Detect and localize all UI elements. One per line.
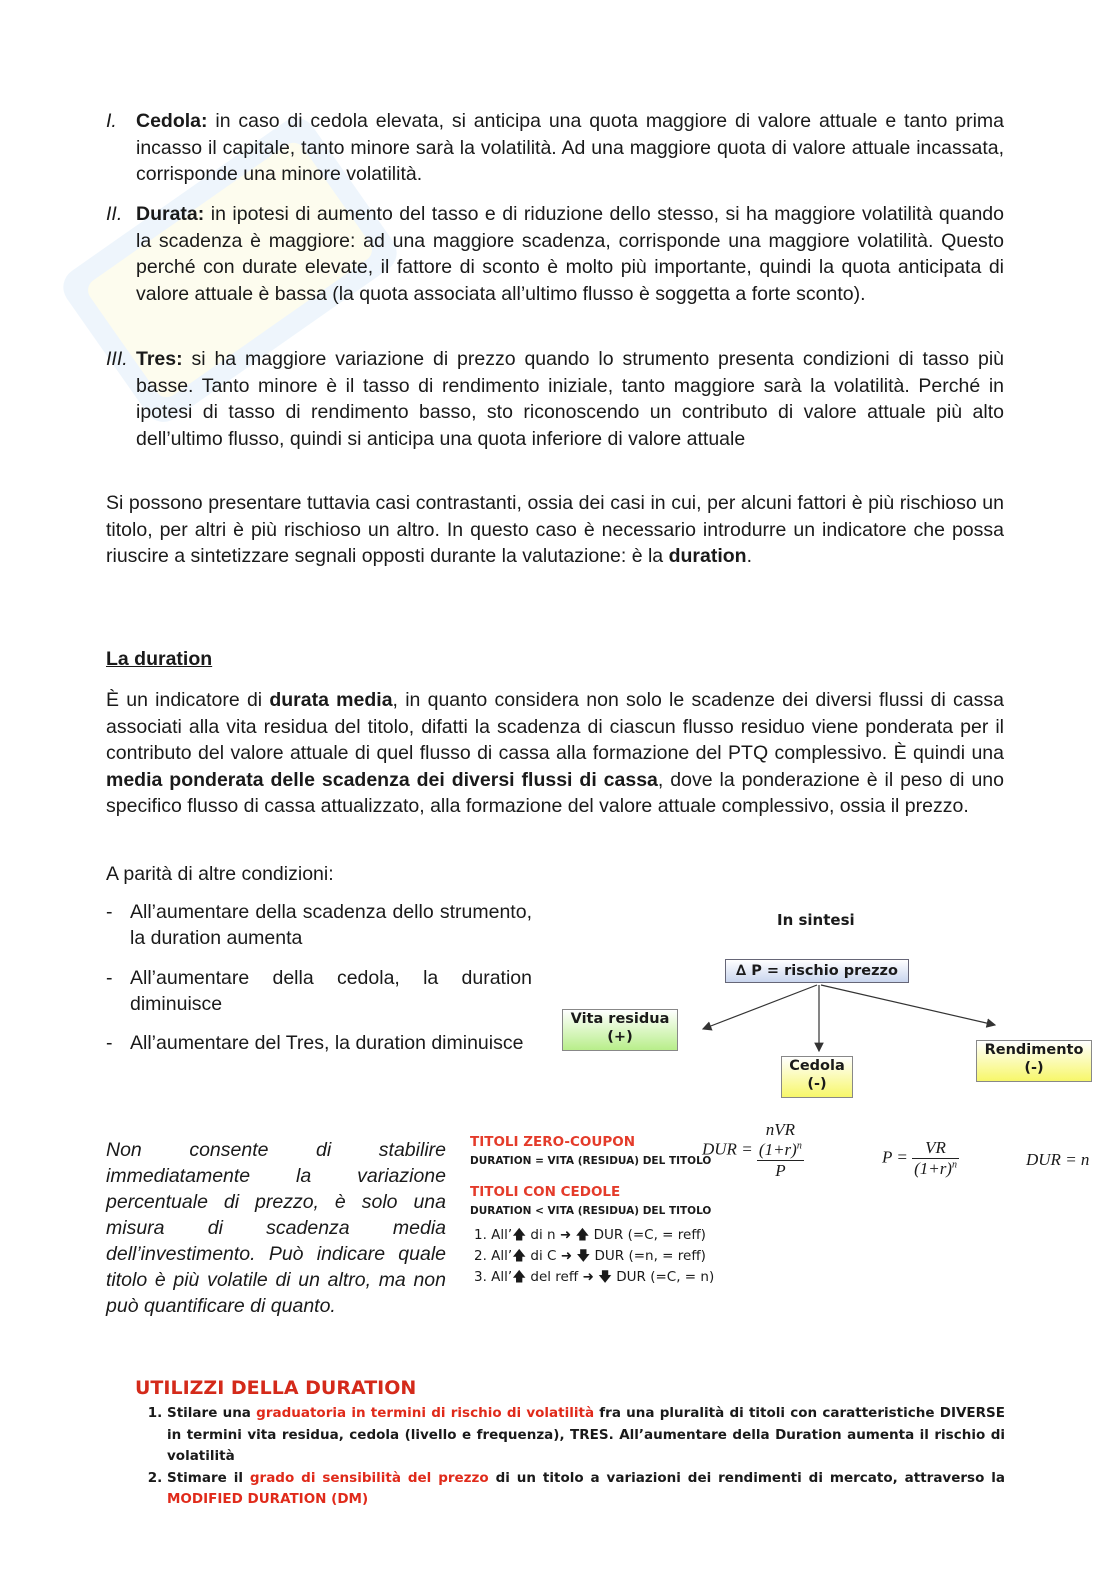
section-heading: La duration [106, 648, 213, 670]
paragraph-bold: duration [668, 545, 747, 567]
list-text: si ha maggiore variazione di prezzo quando lo strumento presenta condizioni di tasso più basse. Tanto minore è il tasso di rendimento iniziale, tanto maggiore sarà la volatilità. Perché in ipotesi di tasso di rendimento basso, sto riconoscendo un contributo di valore attuale più alto dell’ultimo flusso, quindi si anticipa una quota inferiore di valore attuale [136, 348, 1004, 450]
rule-text: 3. All’ [474, 1269, 513, 1285]
rule-text: 2. All’ [474, 1248, 513, 1264]
box-line: Vita residua [570, 1011, 670, 1027]
dash-item [106, 1030, 532, 1056]
zc-title: TITOLI ZERO-COUPON [470, 1134, 635, 1150]
dash-item [106, 899, 532, 951]
uses-item-1 [167, 1403, 1005, 1468]
paragraph-duration-definition [106, 687, 1004, 820]
list-bold-term: Tres: [136, 348, 183, 370]
arrow-right-icon: ➜ [559, 1227, 572, 1243]
rule-text: 1. All’ [474, 1227, 513, 1243]
arrow-up-icon: 🡅 [512, 1248, 527, 1264]
text-part: fra una pluralità di titoli con caratteristiche DIVERSE in termini vita residua, cedola (livello e frequenza), TRES. All’aumentare della Duration aumenta il rischio di volatilità [167, 1405, 1005, 1464]
box-line: Cedola [789, 1058, 845, 1074]
list-bold-term: Cedola: [136, 110, 208, 132]
formula-num: VR [912, 1138, 959, 1159]
list-bold-term: Durata: [136, 203, 205, 225]
diagram-center-box: ∆ P = rischio prezzo [725, 959, 909, 983]
zc-subtitle: DURATION = VITA (RESIDUA) DEL TITOLO [470, 1155, 712, 1167]
dash-text: All’aumentare della scadenza dello strumento, la duration aumenta [130, 901, 532, 949]
list-item-tres [106, 346, 1004, 452]
dash-item [106, 965, 532, 1017]
dash-bullet: - [106, 901, 113, 923]
box-line: (-) [807, 1076, 827, 1092]
summary-diagram [555, 905, 1110, 1105]
arrow-down-icon: 🡇 [576, 1248, 591, 1264]
formula-exponent: n [796, 1140, 802, 1152]
list-number: III. [106, 348, 128, 370]
bold-part: durata media [269, 689, 393, 711]
rule-text: DUR (=C, = reff) [589, 1227, 706, 1243]
diagram-box-rendimento [976, 1040, 1092, 1082]
text-part: , dove la ponderazione è il peso di uno specifico flusso di cassa attualizzato, alla formazione del valore attuale complessivo, ossia il prezzo. [106, 768, 1004, 817]
formula-dur-n: DUR = n [1026, 1150, 1090, 1169]
dash-bullet: - [106, 967, 113, 989]
arrow-down-icon: 🡇 [598, 1269, 612, 1285]
dash-text: All’aumentare della cedola, la duration diminuisce [130, 967, 532, 1015]
paragraph-end: . [746, 545, 752, 567]
uses-section [135, 1377, 1005, 1511]
arrow-left [703, 985, 817, 1029]
bold-part: media ponderata delle scadenza dei diversi flussi di cassa [106, 768, 658, 791]
arrow-right-icon: ➜ [560, 1248, 573, 1264]
formula-dur [702, 1120, 804, 1181]
text-part: di un titolo a variazioni dei rendimenti di mercato, attraverso la [488, 1469, 1005, 1486]
formula-num: nVR [765, 1120, 796, 1139]
arrow-up-icon: 🡅 [512, 1269, 527, 1285]
parity-line: A parità di altre condizioni: [106, 863, 334, 885]
uses-item-2 [167, 1468, 1005, 1511]
formula-price [882, 1138, 959, 1179]
formula-den: P [775, 1161, 786, 1180]
rule-text: DUR (=C, = n) [611, 1269, 715, 1285]
diagram-box-vita-residua [562, 1009, 678, 1051]
rule-3 [474, 1267, 714, 1290]
diagram-title: In sintesi [777, 911, 855, 929]
rule-text: DUR (=n, = reff) [590, 1248, 706, 1264]
formula-lhs: P = [882, 1147, 908, 1167]
text-part: Stilare una [167, 1405, 257, 1421]
arrow-up-icon: 🡅 [575, 1227, 590, 1243]
text-part: Stimare il [167, 1469, 250, 1486]
dash-bullet: - [106, 1032, 113, 1054]
paragraph-text: Si possono presentare tuttavia casi contrastanti, ossia dei casi in cui, per alcuni fattori è più rischioso un titolo, per altri è più rischioso un altro. In questo caso è necessario introdurre un indicatore che possa riuscire a sintetizzare segnali opposti durante la valutazione: è la [106, 492, 1004, 567]
box-line: (-) [1024, 1060, 1044, 1076]
paragraph-contrasting-cases [106, 490, 1004, 570]
uses-title: UTILIZZI DELLA DURATION [135, 1377, 417, 1399]
box-line: (+) [607, 1029, 633, 1045]
coupon-title: TITOLI CON CEDOLE [470, 1184, 621, 1200]
italic-note: Non consente di stabilire immediatamente la variazione percentuale di prezzo, è solo una misura di scadenza media dell’investimento. Può indicare quale titolo è più volatile di un altro, ma non può quantificare di quanto. [106, 1139, 446, 1317]
box-line: Rendimento [984, 1042, 1084, 1058]
rule-1 [474, 1225, 706, 1248]
text-part: , in quanto considera non solo le scadenze dei diversi flussi di cassa associati alla vita residua del titolo, difatti la scadenza di ciascun flusso residuo viene ponderata per il contributo del valore attuale di quel flusso di cassa alla formazione del PTQ complessivo. È quindi una [106, 689, 1004, 764]
list-number: I. [106, 110, 117, 132]
diagram-box-cedola [781, 1056, 853, 1098]
arrow-up-icon: 🡅 [512, 1227, 527, 1243]
formula-lhs: DUR = [702, 1139, 753, 1159]
list-item-durata [106, 201, 1004, 307]
highlight-text: graduatoria in termini di rischio di volatilità [256, 1405, 595, 1421]
arrow-right [821, 985, 995, 1025]
highlight-text: MODIFIED DURATION (DM) [167, 1491, 369, 1507]
coupon-subtitle: DURATION < VITA (RESIDUA) DEL TITOLO [470, 1205, 712, 1217]
formula-exponent: n [951, 1159, 957, 1171]
formula-mid: (1+r) [758, 1140, 797, 1159]
rule-2 [474, 1246, 706, 1269]
text-part: È un indicatore di [106, 689, 270, 711]
rule-text: del reff [526, 1269, 583, 1285]
rule-text: di C [526, 1248, 561, 1264]
list-number: II. [106, 203, 123, 225]
formula-den: (1+r) [914, 1159, 952, 1178]
arrow-right-icon: ➜ [582, 1269, 594, 1285]
zero-coupon-panel [470, 1120, 1110, 1288]
highlight-text: grado di sensibilità del prezzo [249, 1469, 489, 1486]
list-item-cedola [106, 108, 1004, 188]
rule-text: di n [526, 1227, 560, 1243]
list-text: in caso di cedola elevata, si anticipa una quota maggiore di valore attuale e tanto prima incasso il capitale, tanto minore sarà la volatilità. Ad una maggiore quota di valore attuale incassata, corrisponde una minore volatilità. [136, 110, 1004, 185]
list-text: in ipotesi di aumento del tasso e di riduzione dello stesso, si ha maggiore volatilità quando la scadenza è maggiore: ad una maggiore scadenza, corrisponde una maggiore volatilità. Questo perché con durate elevate, il fattore di sconto è molto più importante, quindi la quota anticipata di valore attuale è bassa (la quota associata all’ultimo flusso è soggetta a forte sconto). [136, 203, 1004, 305]
dash-text: All’aumentare del Tres, la duration diminuisce [130, 1032, 524, 1054]
